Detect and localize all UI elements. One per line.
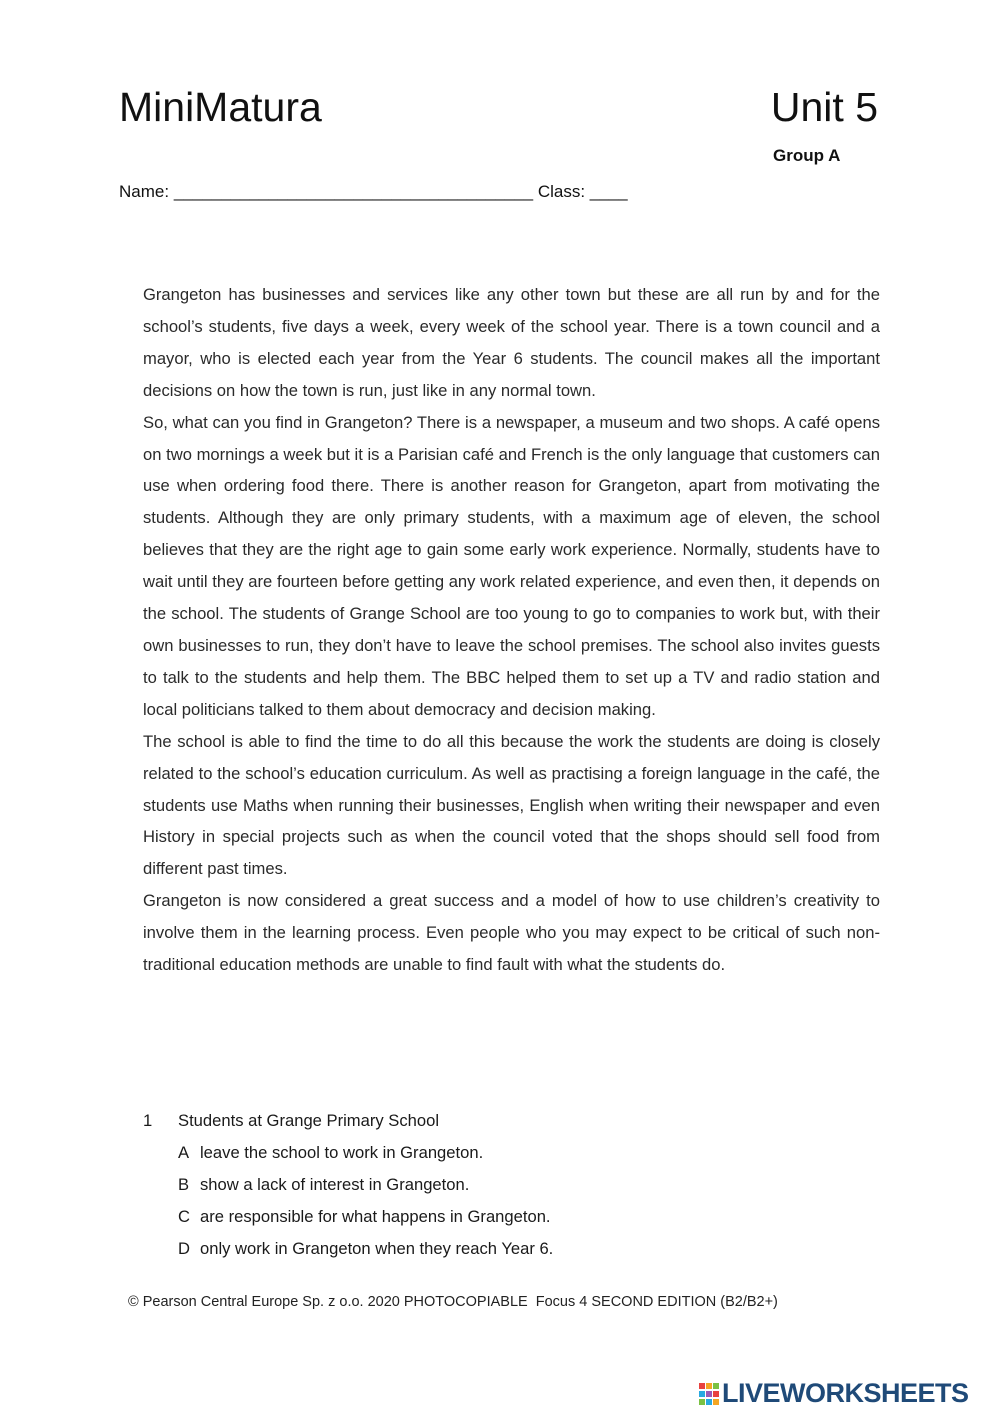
option-text: only work in Grangeton when they reach Year 6.	[200, 1238, 554, 1258]
option-text: leave the school to work in Grangeton.	[200, 1142, 484, 1162]
question-stem-row	[143, 1105, 553, 1137]
question-number: 1	[143, 1111, 153, 1130]
name-class-line	[119, 182, 628, 202]
passage-paragraph-4: Grangeton is now considered a great success and a model of how to use children’s creativity to involve them in the learning process. Even people who you may expect to be critical of such non-traditional education methods are unable to find fault with what the students do.	[143, 891, 880, 975]
class-label: Class:	[537, 182, 586, 201]
watermark-text: LIVEWORKSHEETS	[722, 1378, 969, 1408]
class-blank: ____	[589, 182, 628, 201]
option-letter: C	[178, 1206, 190, 1226]
question-stem: Students at Grange Primary School	[178, 1111, 440, 1130]
passage-paragraph-3: The school is able to find the time to do all this because the work the students are doing is closely related to the school’s education curriculum. As well as practising a foreign language in the café, the students use Maths when running their businesses, English when writing their newspaper and even History in special projects such as when the council voted that the shops should sell food from different past times.	[143, 731, 880, 879]
option-text: show a lack of interest in Grangeton.	[200, 1174, 470, 1194]
group-label: Group A	[773, 146, 841, 165]
answer-option-c[interactable]	[143, 1201, 553, 1233]
answer-option-b[interactable]	[143, 1169, 553, 1201]
liveworksheets-logo-icon	[698, 1382, 720, 1406]
liveworksheets-watermark	[698, 1378, 969, 1409]
option-letter: D	[178, 1238, 190, 1258]
unit-label: Unit 5	[770, 84, 878, 130]
answer-option-d[interactable]	[143, 1233, 553, 1265]
option-letter: B	[178, 1174, 190, 1194]
reading-passage	[143, 279, 880, 981]
name-blank: ______________________________________	[173, 182, 534, 201]
passage-paragraph-1: Grangeton has businesses and services like any other town but these are all run by and for the school’s students, five days a week, every week of the school year. There is a town council and a mayor, who is elected each year from the Year 6 students. The council makes all the important decisions on how the town is run, just like in any normal town.	[143, 285, 880, 400]
worksheet-title: MiniMatura	[119, 84, 322, 130]
passage-paragraph-2: So, what can you find in Grangeton? There is a newspaper, a museum and two shops. A café opens on two mornings a week but it is a Parisian café and French is the only language that customers can use when ordering food there. There is another reason for Grangeton, apart from motivating the students. Although they are only primary students, with a maximum age of eleven, the school believes that they are the right age to gain some early work experience. Normally, students have to wait until they are fourteen before getting any work related experience, and even then, it depends on the school. The students of Grange School are too young to go to companies to work but, with their own businesses to run, they don’t have to leave the school premises. The school also invites guests to talk to the students and help them. The BBC helped them to set up a TV and radio station and local politicians talked to them about democracy and decision making.	[143, 412, 880, 719]
option-letter: A	[178, 1142, 190, 1162]
question-1	[143, 1105, 553, 1265]
copyright-footer: © Pearson Central Europe Sp. z o.o. 2020 PHOTOCOPIABLE Focus 4 SECOND EDITION (B2/B2+)	[128, 1294, 778, 1310]
option-text: are responsible for what happens in Grangeton.	[200, 1206, 551, 1226]
answer-option-a[interactable]	[143, 1137, 553, 1169]
name-label: Name:	[119, 182, 170, 201]
